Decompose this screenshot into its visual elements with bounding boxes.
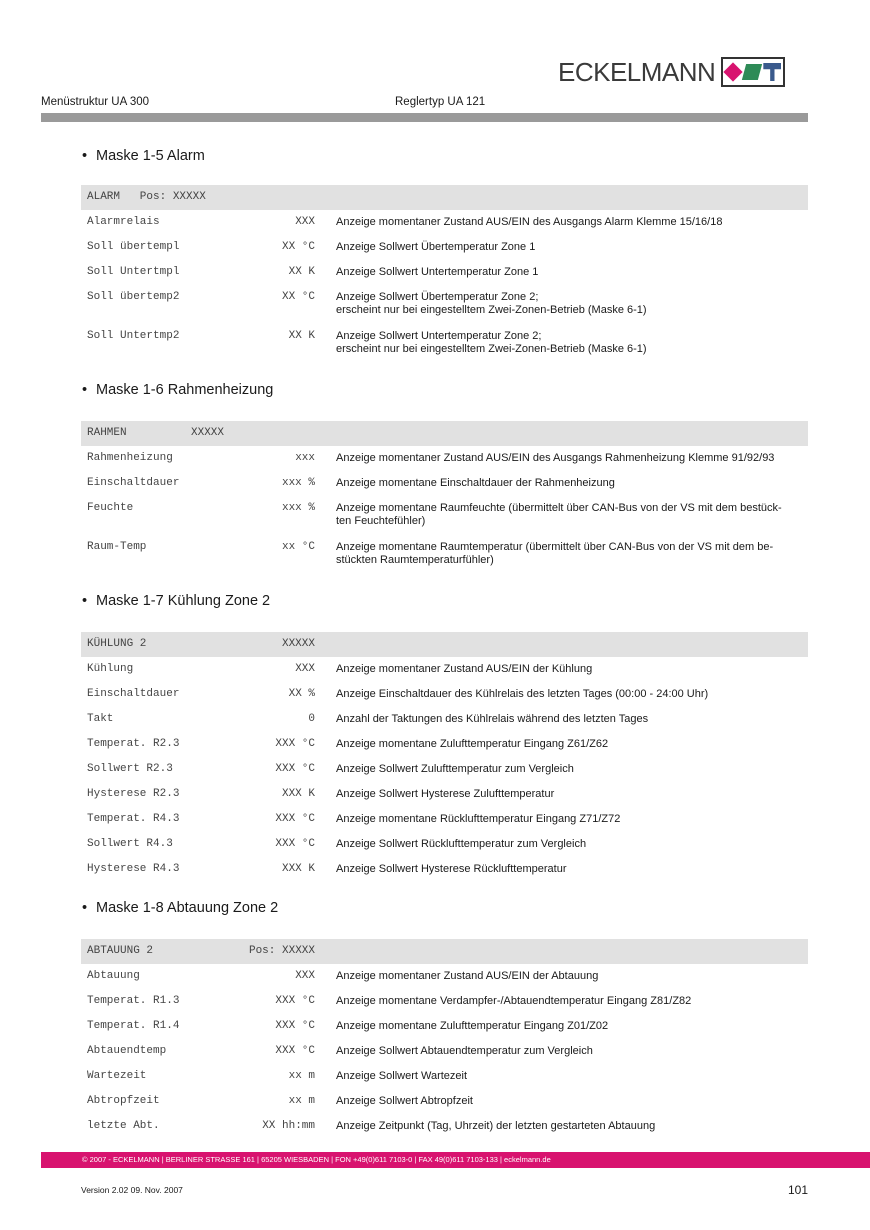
header-divider [41, 113, 808, 122]
row-label: Abtauendtemp [87, 1045, 167, 1057]
table-row [81, 857, 808, 882]
row-value: XXX [295, 663, 315, 675]
row-description: Anzeige Sollwert Untertemperatur Zone 1 [336, 266, 539, 278]
row-description: Anzahl der Taktungen des Kühlrelais während des letzten Tages [336, 713, 649, 725]
table-row [81, 235, 808, 260]
mask-header-row [81, 939, 808, 964]
section-maske-1-5 [81, 146, 808, 363]
mask-header-text: KÜHLUNG 2 [87, 638, 147, 650]
section-title: • Maske 1-8 Abtauung Zone 2 [82, 900, 279, 916]
row-value: XX °C [281, 291, 315, 303]
row-description: Anzeige momentaner Zustand AUS/EIN der Kühlung [336, 663, 593, 675]
header-mid-title: Reglertyp UA 121 [395, 96, 486, 108]
mask-header-pos: XXXXX [191, 427, 225, 439]
row-label: Einschaltdauer [87, 477, 180, 489]
table-row [81, 989, 808, 1014]
table-row [81, 324, 808, 363]
section-title: • Maske 1-6 Rahmenheizung [82, 382, 274, 398]
table-row [81, 1064, 808, 1089]
table-row [81, 964, 808, 989]
row-description: Anzeige Sollwert Hysterese Rücklufttemperatur [336, 863, 567, 875]
row-value: XXX [295, 216, 315, 228]
row-description: Anzeige Zeitpunkt (Tag, Uhrzeit) der letzten gestarteten Abtauung [336, 1120, 656, 1132]
section-maske-1-7 [81, 591, 808, 882]
row-label: letzte Abt. [87, 1120, 160, 1132]
row-label: Soll übertempl [87, 241, 180, 253]
row-label: Abtauung [87, 970, 140, 982]
row-value: XXX °C [275, 738, 315, 750]
table-row [81, 446, 808, 471]
table-row [81, 1039, 808, 1064]
row-label: Wartezeit [87, 1070, 147, 1082]
eckelmann-logo [558, 56, 785, 88]
row-value: 0 [308, 713, 315, 725]
mask-header-pos: Pos: XXXXX [248, 945, 315, 957]
row-value: xxx [295, 452, 315, 464]
row-value: XX K [288, 266, 315, 278]
row-value: XXX K [281, 863, 315, 875]
table-row [81, 757, 808, 782]
row-label: Temperat. R1.3 [87, 995, 180, 1007]
table-row [81, 260, 808, 285]
table-row [81, 832, 808, 857]
row-label: Einschaltdauer [87, 688, 180, 700]
row-label: Soll Untertmp2 [87, 330, 180, 342]
row-label: Soll Untertmpl [87, 266, 180, 278]
mask-header-row [81, 421, 808, 446]
row-value: XXX °C [275, 1045, 315, 1057]
mask-header-text: ALARM Pos: XXXXX [87, 191, 206, 203]
row-label: Sollwert R4.3 [87, 838, 173, 850]
mask-header-pos: XXXXX [281, 638, 315, 650]
table-row [81, 1014, 808, 1039]
section-maske-1-8 [81, 898, 808, 1139]
footer-address-text: © 2007 - ECKELMANN | BERLINER STRASSE 161 | 65205 WIESBADEN | FON +49(0)611 7103-0 | FAX 49(0)611 7103-133 | eckelmann.de [82, 1155, 551, 1164]
row-label: Temperat. R2.3 [87, 738, 180, 750]
row-value: XX °C [281, 241, 315, 253]
logo-mark-icon [721, 57, 785, 87]
table-row [81, 535, 808, 574]
table-row [81, 1089, 808, 1114]
row-label: Hysterese R4.3 [87, 863, 180, 875]
row-label: Takt [87, 713, 114, 725]
row-description: Anzeige momentaner Zustand AUS/EIN des Ausgangs Rahmenheizung Klemme 91/92/93 [336, 452, 775, 464]
row-description: Anzeige momentane Raumfeuchte (übermittelt über CAN-Bus von der VS mit dem bestück- ten Feuchtefühler) [336, 502, 782, 527]
row-value: XXX °C [275, 813, 315, 825]
row-description: Anzeige Sollwert Rücklufttemperatur zum Vergleich [336, 838, 587, 850]
logo-text: ECKELMANN [558, 56, 716, 87]
row-label: Alarmrelais [87, 216, 160, 228]
row-label: Abtropfzeit [87, 1095, 160, 1107]
row-value: XXX °C [275, 1020, 315, 1032]
table-row [81, 682, 808, 707]
row-description: Anzeige Sollwert Abtropfzeit [336, 1095, 473, 1107]
header-left-title: Menüstruktur UA 300 [41, 96, 150, 108]
table-row [81, 732, 808, 757]
table-row [81, 657, 808, 682]
row-label: Temperat. R1.4 [87, 1020, 180, 1032]
table-row [81, 707, 808, 732]
row-label: Kühlung [87, 663, 134, 675]
page-number: 101 [787, 1183, 808, 1197]
mask-header-row [81, 185, 808, 210]
table-row [81, 807, 808, 832]
row-label: Sollwert R2.3 [87, 763, 173, 775]
row-description: Anzeige Sollwert Zulufttemperatur zum Vergleich [336, 763, 574, 775]
row-value: XXX °C [275, 995, 315, 1007]
row-label: Feuchte [87, 502, 134, 514]
row-value: XXX °C [275, 838, 315, 850]
mask-header-text: ABTAUUNG 2 [87, 945, 154, 957]
table-row [81, 782, 808, 807]
row-value: XX hh:mm [262, 1120, 315, 1132]
row-value: XXX °C [275, 763, 315, 775]
row-value: xxx % [281, 502, 315, 514]
row-label: Soll übertemp2 [87, 291, 180, 303]
row-label: Rahmenheizung [87, 452, 173, 464]
row-label: Hysterese R2.3 [87, 788, 180, 800]
row-description: Anzeige momentaner Zustand AUS/EIN der Abtauung [336, 970, 599, 982]
row-label: Temperat. R4.3 [87, 813, 180, 825]
row-description: Anzeige Sollwert Abtauendtemperatur zum Vergleich [336, 1045, 593, 1057]
row-value: XX % [288, 688, 315, 700]
footer-address-bar [41, 1152, 870, 1168]
section-maske-1-6 [81, 380, 808, 574]
row-value: XX K [288, 330, 315, 342]
row-value: xx °C [281, 541, 315, 553]
mask-header-row [81, 632, 808, 657]
row-description: Anzeige momentane Einschaltdauer der Rahmenheizung [336, 477, 615, 489]
table-row [81, 496, 808, 535]
row-value: xx m [288, 1070, 315, 1082]
table-row [81, 210, 808, 235]
row-description: Anzeige momentane Zulufttemperatur Eingang Z61/Z62 [336, 738, 609, 750]
row-description: Anzeige Sollwert Übertemperatur Zone 1 [336, 241, 536, 253]
table-row [81, 1114, 808, 1139]
row-description: Anzeige Sollwert Wartezeit [336, 1070, 468, 1082]
section-title: • Maske 1-5 Alarm [82, 148, 205, 164]
row-description: Anzeige momentane Rücklufttemperatur Eingang Z71/Z72 [336, 813, 621, 825]
row-description: Anzeige momentane Raumtemperatur (übermittelt über CAN-Bus von der VS mit dem be- stückten Raumtemperaturfühler) [336, 541, 774, 566]
mask-header-text: RAHMEN [87, 427, 127, 439]
row-value: xx m [288, 1095, 315, 1107]
table-row [81, 285, 808, 324]
row-description: Anzeige momentane Zulufttemperatur Eingang Z01/Z02 [336, 1020, 609, 1032]
row-description: Anzeige Einschaltdauer des Kühlrelais des letzten Tages (00:00 - 24:00 Uhr) [336, 688, 709, 700]
row-description: Anzeige momentaner Zustand AUS/EIN des Ausgangs Alarm Klemme 15/16/18 [336, 216, 723, 228]
row-description: Anzeige momentane Verdampfer-/Abtauendtemperatur Eingang Z81/Z82 [336, 995, 692, 1007]
row-value: XXX [295, 970, 315, 982]
table-row [81, 471, 808, 496]
row-description: Anzeige Sollwert Hysterese Zulufttemperatur [336, 788, 555, 800]
version-info: Version 2.02 09. Nov. 2007 [81, 1185, 183, 1195]
row-value: XXX K [281, 788, 315, 800]
row-description: Anzeige Sollwert Untertemperatur Zone 2; erscheint nur bei eingestelltem Zwei-Zonen-Betrieb (Maske 6-1) [336, 330, 647, 355]
row-label: Raum-Temp [87, 541, 147, 553]
row-value: xxx % [281, 477, 315, 489]
row-description: Anzeige Sollwert Übertemperatur Zone 2; erscheint nur bei eingestelltem Zwei-Zonen-Betrieb (Maske 6-1) [336, 291, 647, 316]
section-title: • Maske 1-7 Kühlung Zone 2 [82, 593, 271, 609]
